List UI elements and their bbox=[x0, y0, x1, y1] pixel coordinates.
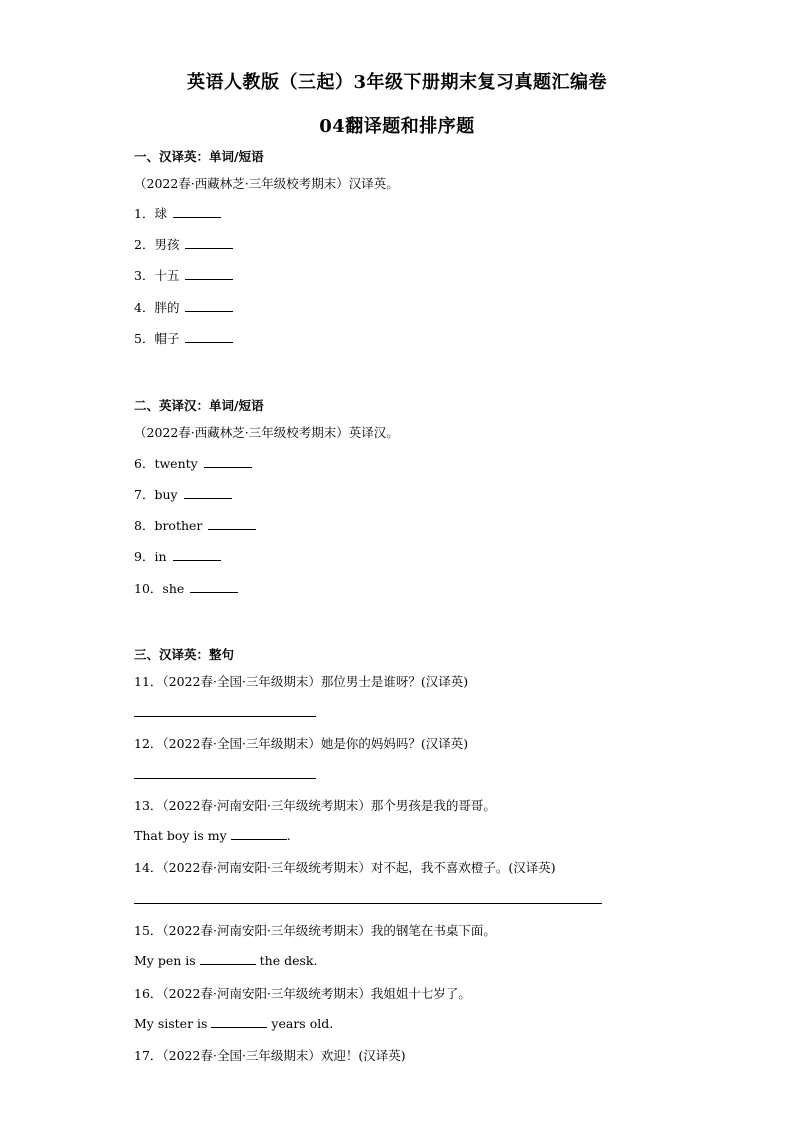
answer-blank[interactable] bbox=[204, 455, 252, 468]
question-7-text: 7．buy bbox=[134, 487, 178, 502]
question-9-text: 9．in bbox=[134, 549, 167, 564]
answer-line-12[interactable] bbox=[134, 778, 316, 779]
question-5-text: 5．帽子 bbox=[134, 331, 180, 346]
question-4-text: 4．胖的 bbox=[134, 300, 180, 315]
answer-blank[interactable] bbox=[185, 330, 233, 343]
question-11: 11．（2022春·全国·三年级期末）那位男士是谁呀？(汉译英) bbox=[134, 674, 469, 689]
answer-blank[interactable] bbox=[185, 267, 233, 280]
question-12: 12．（2022春·全国·三年级期末）她是你的妈妈吗？(汉译英) bbox=[134, 736, 469, 751]
question-3 bbox=[134, 266, 233, 284]
question-1 bbox=[134, 204, 221, 222]
question-6 bbox=[134, 454, 252, 472]
answer-blank[interactable] bbox=[173, 548, 221, 561]
answer-line-11[interactable] bbox=[134, 716, 316, 717]
question-5 bbox=[134, 329, 233, 347]
answer-blank[interactable] bbox=[185, 236, 233, 249]
section-source-2: （2022春·西藏林芝·三年级校考期末）英译汉。 bbox=[134, 425, 399, 440]
answer-blank[interactable] bbox=[184, 486, 232, 499]
question-4 bbox=[134, 298, 233, 316]
answer-line-14[interactable] bbox=[134, 903, 602, 904]
question-9 bbox=[134, 547, 221, 565]
fill-suffix: years old. bbox=[271, 1016, 334, 1031]
question-13: 13．（2022春·河南安阳·三年级统考期末）那个男孩是我的哥哥。 bbox=[134, 798, 496, 813]
answer-blank[interactable] bbox=[185, 299, 233, 312]
fill-suffix: the desk. bbox=[259, 953, 318, 968]
fill-prefix: That boy is my bbox=[134, 828, 227, 843]
question-15-fill bbox=[134, 952, 317, 968]
question-2-text: 2．男孩 bbox=[134, 237, 180, 252]
question-10-text: 10．she bbox=[134, 581, 185, 596]
answer-blank[interactable] bbox=[200, 952, 256, 965]
answer-blank[interactable] bbox=[208, 517, 256, 530]
answer-blank[interactable] bbox=[190, 580, 238, 593]
doc-title-line2: 04翻译题和排序题 bbox=[319, 116, 475, 137]
fill-prefix: My sister is bbox=[134, 1016, 208, 1031]
question-8-text: 8．brother bbox=[134, 518, 203, 533]
answer-blank[interactable] bbox=[211, 1015, 267, 1028]
answer-blank[interactable] bbox=[173, 205, 221, 218]
fill-suffix: . bbox=[286, 828, 291, 843]
question-8 bbox=[134, 516, 256, 534]
section-heading-2: 二、英译汉：单词/短语 bbox=[134, 398, 264, 413]
question-15: 15．（2022春·河南安阳·三年级统考期末）我的钢笔在书桌下面。 bbox=[134, 923, 496, 938]
question-1-text: 1．球 bbox=[134, 206, 167, 221]
section-source-1: （2022春·西藏林芝·三年级校考期末）汉译英。 bbox=[134, 176, 399, 191]
answer-blank[interactable] bbox=[231, 827, 287, 840]
section-heading-1: 一、汉译英：单词/短语 bbox=[134, 149, 264, 164]
question-10 bbox=[134, 579, 238, 597]
doc-title-line1: 英语人教版（三起）3年级下册期末复习真题汇编卷 bbox=[186, 72, 608, 93]
question-17: 17．（2022春·全国·三年级期末）欢迎！(汉译英) bbox=[134, 1048, 406, 1063]
question-16: 16．（2022春·河南安阳·三年级统考期末）我姐姐十七岁了。 bbox=[134, 986, 471, 1001]
question-16-fill bbox=[134, 1015, 333, 1031]
fill-prefix: My pen is bbox=[134, 953, 196, 968]
question-13-fill bbox=[134, 827, 291, 843]
question-6-text: 6．twenty bbox=[134, 456, 198, 471]
question-2 bbox=[134, 235, 233, 253]
question-14: 14．（2022春·河南安阳·三年级统考期末）对不起，我不喜欢橙子。(汉译英) bbox=[134, 860, 556, 875]
question-7 bbox=[134, 485, 232, 503]
question-3-text: 3．十五 bbox=[134, 268, 180, 283]
section-heading-3: 三、汉译英：整句 bbox=[134, 647, 235, 662]
